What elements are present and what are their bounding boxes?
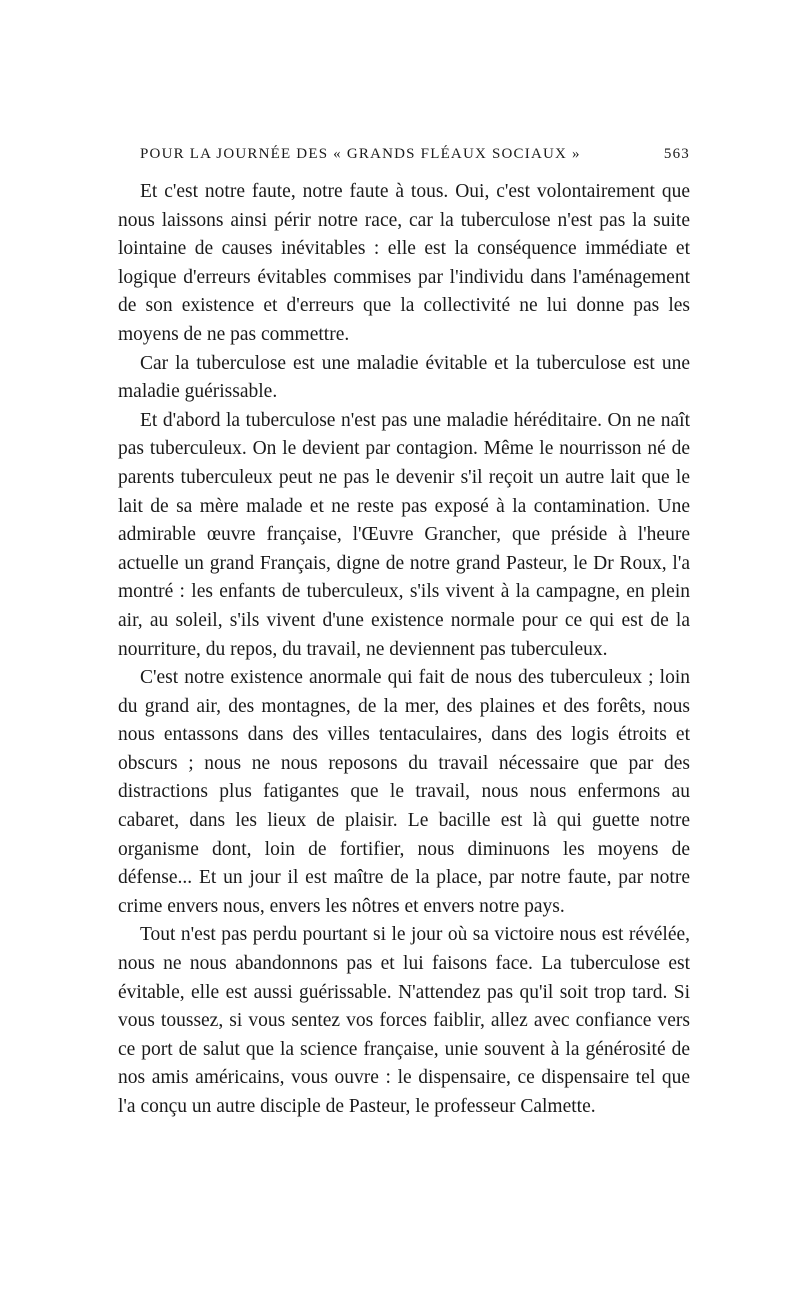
paragraph: Et d'abord la tuberculose n'est pas une maladie héréditaire. On ne naît pas tuberculeux. On le devient par contagion. Même le nourrisson né de parents tuberculeux peut ne pas le devenir s'il reçoit un autre lait que le lait de sa mère malade et ne reste pas exposé à la contamination. Une admirable œuvre française, l'Œuvre Grancher, que préside à l'heure actuelle un grand Français, digne de notre grand Pasteur, le Dr Roux, l'a montré : les enfants de tuberculeux, s'ils vivent à la campagne, en plein air, au soleil, s'ils vivent d'une existence normale pour ce qui est de la nourriture, du repos, du travail, ne deviennent pas tuberculeux. xyxy=(118,409,690,660)
page-number: 563 xyxy=(663,146,690,162)
running-title: POUR LA JOURNÉE DES « GRANDS FLÉAUX SOCIAUX » xyxy=(140,146,581,162)
running-header xyxy=(140,146,690,163)
paragraph: Car la tuberculose est une maladie évitable et la tuberculose est une maladie guérissable. xyxy=(118,352,690,403)
paragraph: Et c'est notre faute, notre faute à tous. Oui, c'est volontairement que nous laissons ainsi périr notre race, car la tuberculose n'est pas la suite lointaine de causes inévitables : elle est la conséquence immédiate et logique d'erreurs évitables commises par l'individu dans l'aménagement de son existence et d'erreurs que la collectivité ne lui donne pas les moyens de ne pas commettre. xyxy=(118,181,690,345)
paragraph: Tout n'est pas perdu pourtant si le jour où sa victoire nous est révélée, nous ne nous abandonnons pas et lui faisons face. La tuberculose est évitable, elle est aussi guérissable. N'attendez pas qu'il soit trop tard. Si vous toussez, si vous sentez vos forces faiblir, allez avec confiance vers ce port de salut que la science française, unie souvent à la générosité de nos amis américains, vous ouvre : le dispensaire, ce dispensaire tel que l'a conçu un autre disciple de Pasteur, le professeur Calmette. xyxy=(118,924,690,1117)
paragraph: C'est notre existence anormale qui fait de nous des tuberculeux ; loin du grand air, des montagnes, de la mer, des plaines et des forêts, nous nous entassons dans des villes tentaculaires, dans des logis étroits et obscurs ; nous ne nous reposons du travail nécessaire que par des distractions plus fatigantes que le travail, nous nous enfermons au cabaret, dans les lieux de plaisir. Le bacille est là qui guette notre organisme dont, loin de fortifier, nous diminuons les moyens de défense... Et un jour il est maître de la place, par notre faute, par notre crime envers nous, envers les nôtres et envers notre pays. xyxy=(118,667,690,917)
body-text xyxy=(118,178,690,1122)
